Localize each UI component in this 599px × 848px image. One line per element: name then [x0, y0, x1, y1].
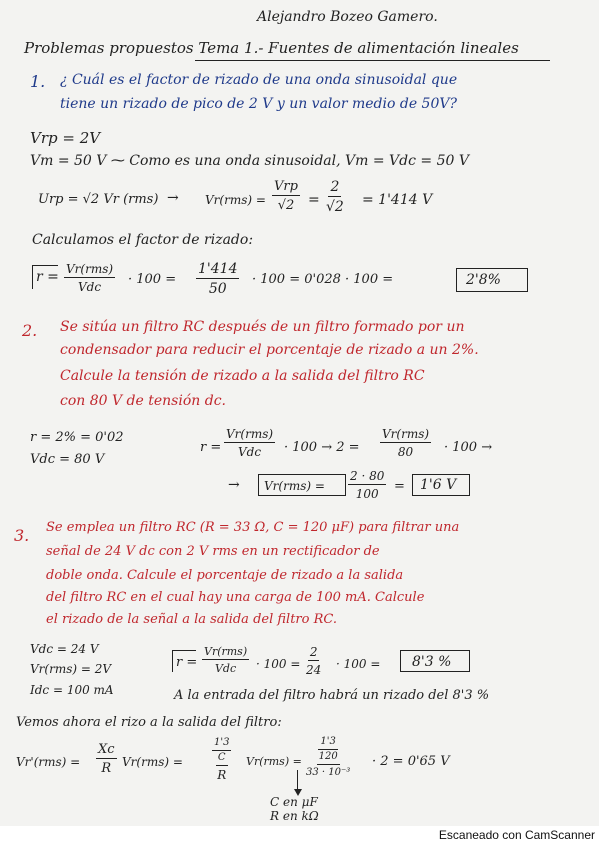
- problem-3-question-line-4: del filtro RC en el cual hay una carga de 100 mA. Calcule: [46, 590, 425, 605]
- problem-2-number: 2.: [22, 321, 38, 340]
- p1-answer: 2'8%: [466, 272, 501, 288]
- problem-3-question-line-1: Se emplea un filtro RC (R = 33 Ω, C = 120 μF) para filtrar una: [46, 520, 460, 535]
- p2-f2-numerator: Vr(rms): [382, 427, 430, 441]
- p2-f2-denominator: 80: [397, 445, 414, 459]
- p2-fraction-vr-80: [380, 428, 431, 458]
- p3-fx-denominator: R: [101, 761, 112, 776]
- p1-fr-numerator: Vr(rms): [66, 262, 114, 276]
- p1-fraction-vrp-sqrt2: [272, 180, 300, 212]
- p1-eq-arrow: →: [167, 190, 179, 206]
- p3-answer: 8'3 %: [412, 654, 452, 670]
- p3-fb-mid: 120: [317, 750, 340, 765]
- problem-1-number: 1.: [30, 72, 46, 91]
- problem-3-number: 3.: [14, 526, 30, 545]
- p1-calc-label: Calculamos el factor de rizado:: [32, 232, 254, 248]
- p1-eq-vrp: Urp = √2 Vr (rms): [38, 192, 159, 207]
- p3-data-idc: Idc = 100 mA: [30, 683, 114, 697]
- p2-fraction-vr-vdc: [224, 428, 275, 458]
- p1-fr-denominator: Vdc: [77, 280, 102, 294]
- p3-fraction-vr-vdc: [202, 646, 249, 674]
- problem-2-question-line-1: Se sitúa un filtro RC después de un filtro formado por un: [60, 319, 465, 335]
- problem-2-question-line-2: condensador para reducir el porcentaje de rizado a un 2%.: [60, 342, 479, 358]
- p1-fraction-2-sqrt2: [326, 180, 344, 214]
- page-title: Problemas propuestos Tema 1.- Fuentes de alimentación lineales: [24, 39, 519, 57]
- p1-eq-vr-label: Vr(rms) =: [205, 193, 266, 207]
- p3-fb-denominator: 33 · 10⁻³: [306, 767, 351, 778]
- p1-f1-numerator: Vrp: [274, 179, 298, 194]
- p3-data-vr: Vr(rms) = 2V: [30, 662, 112, 676]
- p3-vp-label: Vr'(rms) =: [16, 755, 81, 769]
- p1-fraction-vr-vdc: [64, 263, 115, 293]
- problem-3-question-line-5: el rizado de la señal a la salida del filtro RC.: [46, 612, 338, 627]
- p3-vp-mid2: Vr(rms) =: [246, 755, 302, 768]
- p2-f3-numerator: 2 · 80: [350, 469, 385, 483]
- p2-data-r: r = 2% = 0'02: [30, 430, 124, 445]
- p3-unit-r: R en kΩ: [270, 809, 319, 823]
- p3-fraction-13c-r: [212, 738, 231, 781]
- p3-fraction-xc-r: [96, 743, 117, 775]
- p2-tail: · 100 →: [444, 440, 493, 455]
- problem-3-question-line-2: señal de 24 V dc con 2 V rms en un rectificador de: [46, 544, 380, 559]
- p1-f2-numerator: 2: [330, 179, 340, 195]
- p1-r-label: r =: [36, 269, 59, 285]
- p3-fraction-13-120-33e-3: [306, 737, 350, 778]
- p2-answer: 1'6 V: [420, 477, 457, 493]
- problem-1-question-line-2: tiene un rizado de pico de 2 V y un valor medio de 50V?: [60, 96, 457, 112]
- problem-2-question-line-3: Calcule la tensión de rizado a la salida del filtro RC: [60, 368, 425, 384]
- p2-fraction-2x80-100: [348, 470, 386, 500]
- p1-fraction-1414-50: [196, 262, 239, 296]
- p3-mid: · 100 =: [256, 657, 301, 671]
- p3-f1-numerator: Vr(rms): [204, 645, 248, 658]
- p1-eq-result: = 1'414 V: [362, 192, 433, 208]
- problem-1-question-line-1: ¿ Cuál es el factor de rizado de una onda sinusoidal que: [60, 72, 458, 88]
- p3-fraction-2-24: [306, 646, 321, 676]
- p3-fa-top: 1'3: [212, 738, 231, 751]
- p2-mid: · 100 → 2 =: [284, 440, 360, 455]
- p3-data-vdc: Vdc = 24 V: [30, 642, 99, 656]
- p2-eq: =: [394, 479, 405, 494]
- p3-unit-c: C en μF: [270, 795, 318, 809]
- p3-fb-top: 1'3: [318, 737, 337, 750]
- p1-data-vrp: Vrp = 2V: [30, 129, 101, 147]
- p3-fa-c: C: [216, 751, 228, 766]
- title-underline: [195, 60, 550, 61]
- p1-data-vm: Vm = 50 V ⁓ Como es una onda sinusoidal, Vm = Vdc = 50 V: [30, 153, 469, 169]
- camscanner-watermark: Escaneado con CamScanner: [438, 828, 595, 842]
- p2-f1-denominator: Vdc: [237, 445, 262, 459]
- p2-r-label: r =: [200, 440, 222, 455]
- p2-vr-label: Vr(rms) =: [264, 479, 325, 493]
- p1-r-tail: · 100 = 0'028 · 100 =: [252, 272, 394, 287]
- p1-r-mid: · 100 =: [128, 272, 177, 287]
- p2-f1-numerator: Vr(rms): [226, 427, 274, 441]
- p3-note: A la entrada del filtro habrá un rizado del 8'3 %: [174, 688, 490, 703]
- p3-f1-denominator: Vdc: [214, 662, 237, 675]
- problem-3-question-line-3: doble onda. Calcule el porcentaje de rizado a la salida: [46, 568, 404, 583]
- p3-r-label: r =: [176, 655, 198, 670]
- author-name: Alejandro Bozeo Gamero.: [257, 9, 438, 25]
- p3-see-label: Vemos ahora el rizo a la salida del filtro:: [16, 715, 282, 730]
- p1-eq-equals: =: [308, 192, 320, 208]
- p3-f2-denominator: 24: [306, 663, 322, 677]
- p2-data-vdc: Vdc = 80 V: [30, 452, 105, 467]
- p1-f2-denominator: √2: [326, 199, 344, 215]
- p3-fa-denominator: R: [217, 768, 227, 782]
- p1-fr2-denominator: 50: [208, 281, 227, 297]
- p3-vp-tail: · 2 = 0'65 V: [372, 754, 450, 769]
- p3-vp-mid: Vr(rms) =: [122, 755, 183, 769]
- p3-f2-numerator: 2: [309, 645, 318, 659]
- problem-2-question-line-4: con 80 V de tensión dc.: [60, 393, 226, 409]
- p1-fr2-numerator: 1'414: [198, 261, 238, 277]
- p1-f1-denominator: √2: [277, 198, 295, 213]
- p2-arrow: →: [228, 477, 240, 493]
- p2-f3-denominator: 100: [355, 487, 379, 501]
- p3-tail: · 100 =: [336, 657, 381, 671]
- p3-fx-numerator: Xc: [98, 742, 115, 757]
